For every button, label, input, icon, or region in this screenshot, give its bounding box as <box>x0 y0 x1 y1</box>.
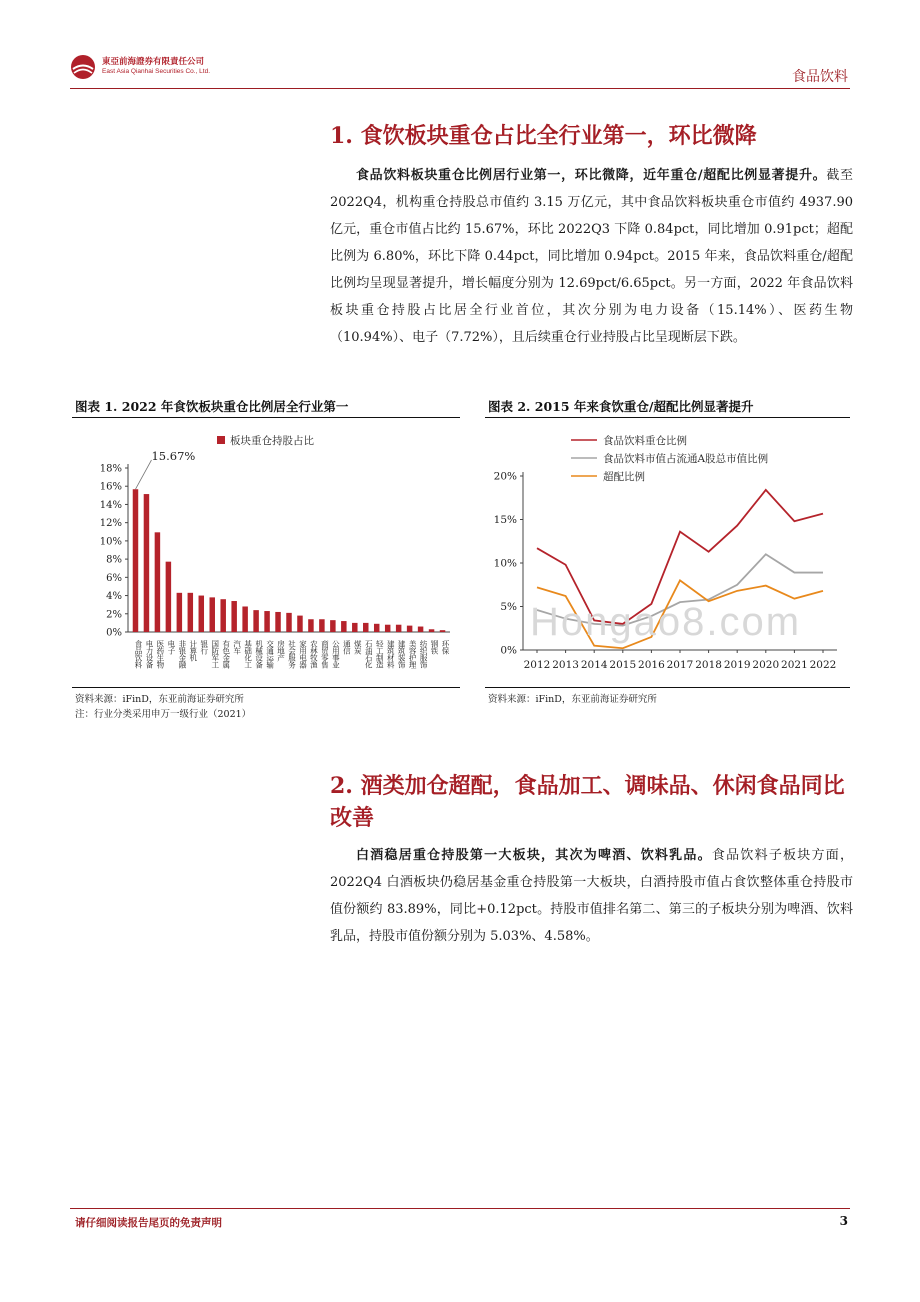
category-label: 非银金融 <box>177 640 187 668</box>
bar-19 <box>330 620 335 632</box>
category-label: 社会服务 <box>287 640 297 668</box>
header-divider <box>70 88 850 89</box>
bar-6 <box>188 593 193 632</box>
company-name-en: East Asia Qianhai Securities Co., Ltd. <box>102 68 211 75</box>
bar-17 <box>308 619 313 632</box>
legend-label: 板块重仓持股占比 <box>230 435 314 447</box>
y-tick-label: 2% <box>106 609 122 621</box>
category-label: 建筑装饰 <box>397 640 407 668</box>
bar-4 <box>166 562 171 632</box>
category-label: 电力设备 <box>144 640 154 668</box>
bar-3 <box>155 532 160 632</box>
bar-13 <box>264 611 269 632</box>
bar-7 <box>199 596 204 632</box>
bar-15 <box>286 613 291 632</box>
category-label: 建筑材料 <box>386 640 396 668</box>
bar-25 <box>396 625 401 632</box>
figure1-bottom-rule <box>72 687 460 688</box>
legend-label-2: 食品饮料市值占流通A股总市值比例 <box>603 453 769 465</box>
y-tick-label: 20% <box>493 470 517 483</box>
bar-22 <box>363 623 368 632</box>
x-tick-label: 2021 <box>781 659 808 671</box>
legend-swatch <box>217 436 225 444</box>
section1-lead: 食品饮料板块重仓比例居行业第一，环比微降，近年重仓/超配比例显著提升。 <box>356 168 827 183</box>
watermark: Hongao8.com <box>530 600 802 644</box>
company-logo-icon <box>70 54 96 80</box>
company-logo <box>70 52 270 92</box>
y-tick-label: 15% <box>493 514 517 526</box>
category-label: 环保 <box>441 640 451 654</box>
category-label: 计算机 <box>188 640 198 661</box>
section1-body: 截至 2022Q4，机构重仓持股总市值约 3.15 万亿元，其中食品饮料板块重仓市值约 4937.90 亿元，重仓市值占比约 15.67%，环比 2022Q3 下降 0.84pct，同比增加 0.91pct；超配比例为 6.80%，环比下降 0.44pct，同比增加 0.94pct。2015 年来，食品饮料重仓/超配比例均呈现显著提升，增长幅度分别为 12.69pct/6.65pct。另一方面，2022 年食品饮料板块重仓持股占比居全行业首位，其次分别为电力设备（15.14%）、医药生物（10.94%）、电子（7.72%），且后续重仓行业持股占比呈现断层下跌。 <box>330 168 853 345</box>
section2-lead: 白酒稳居重仓持股第一大板块，其次为啤酒、饮料乳品。 <box>356 848 712 863</box>
category-label: 食品饮料 <box>133 640 143 668</box>
footer-disclaimer: 请仔细阅读报告尾页的免责声明 <box>75 1217 222 1229</box>
y-tick-label: 4% <box>106 591 122 603</box>
bar-9 <box>220 599 225 632</box>
x-tick-label: 2012 <box>523 659 551 671</box>
category-label: 纺织服饰 <box>419 640 429 668</box>
y-tick-label: 10% <box>99 536 122 548</box>
y-tick-label: 0% <box>106 627 122 639</box>
bar-24 <box>385 625 390 632</box>
figure1-title: 图表 1. 2022 年食饮板块重仓比例居全行业第一 <box>75 399 349 414</box>
bar-5 <box>177 593 182 632</box>
category-label: 医药生物 <box>155 640 165 668</box>
section1-paragraph <box>330 162 853 351</box>
x-tick-label: 2013 <box>552 659 579 671</box>
x-tick-label: 2018 <box>695 659 722 671</box>
footer-divider <box>70 1208 850 1209</box>
y-tick-label: 5% <box>500 601 517 613</box>
figure2-title: 图表 2. 2015 年来食饮重仓/超配比例显著提升 <box>488 399 754 414</box>
category-label: 农林牧渔 <box>309 640 319 668</box>
annotation-label: 15.67% <box>151 449 196 463</box>
bar-29 <box>440 630 445 632</box>
x-tick-label: 2019 <box>723 659 751 671</box>
section-label: 食品饮料 <box>792 69 848 85</box>
category-label: 煤炭 <box>353 640 363 654</box>
figure2-top-rule <box>485 417 850 418</box>
figure1-top-rule <box>72 417 460 418</box>
category-label: 公用事业 <box>331 640 341 668</box>
bar-14 <box>275 612 280 632</box>
category-label: 通信 <box>342 640 352 654</box>
category-label: 家用电器 <box>298 640 308 668</box>
section2-body: 食品饮料子板块方面，2022Q4 白酒板块仍稳居基金重仓持股第一大板块，白酒持股市值占食饮整体重仓持股市值份额约 83.89%，同比+0.12pct。持股市值排名第二、第三的子板块分别为啤酒、饮料乳品，持股市值份额分别为 5.03%、4.58%。 <box>330 848 853 944</box>
bar-10 <box>231 601 236 632</box>
bar-2 <box>144 494 149 632</box>
bar-23 <box>374 624 379 632</box>
y-tick-label: 14% <box>99 499 122 511</box>
x-tick-label: 2014 <box>580 659 608 671</box>
category-label: 汽车 <box>232 640 242 654</box>
y-tick-label: 10% <box>493 557 517 570</box>
x-tick-label: 2020 <box>752 659 780 671</box>
figure2-source: 资料来源：iFinD，东亚前海证券研究所 <box>488 694 657 705</box>
bar-1 <box>133 489 138 632</box>
category-label: 交通运输 <box>265 640 275 668</box>
category-label: 房地产 <box>276 640 286 661</box>
section2-paragraph <box>330 842 853 950</box>
y-tick-label: 8% <box>106 554 122 566</box>
y-tick-label: 12% <box>99 518 122 530</box>
industry-share-bar-chart <box>72 420 460 686</box>
overweight-ratio-line-chart <box>485 420 850 686</box>
figure2-bottom-rule <box>485 687 850 688</box>
category-label: 石油石化 <box>364 640 374 668</box>
x-tick-label: 2022 <box>809 659 837 671</box>
bar-12 <box>253 610 258 632</box>
y-tick-label: 18% <box>99 463 122 475</box>
bar-11 <box>242 606 247 632</box>
y-tick-label: 16% <box>99 481 122 493</box>
page-number: 3 <box>839 1214 848 1228</box>
bar-8 <box>210 597 215 632</box>
y-tick-label: 6% <box>106 572 122 584</box>
company-name-cn: 東亞前海證券有限責任公司 <box>102 57 205 67</box>
figure1-note: 注：行业分类采用申万一级行业（2021） <box>75 709 252 720</box>
annotation-leader <box>135 460 151 489</box>
bar-21 <box>352 623 357 632</box>
category-label: 国防军工 <box>210 640 220 668</box>
section2-heading: 2. 酒类加仓超配，食品加工、调味品、休闲食品同比改善 <box>330 773 845 831</box>
bar-28 <box>429 629 434 632</box>
bar-27 <box>418 627 423 632</box>
y-tick-label: 0% <box>500 644 517 657</box>
category-label: 美容护理 <box>408 640 418 668</box>
category-label: 钢铁 <box>430 640 440 654</box>
category-label: 银行 <box>199 640 209 654</box>
bar-26 <box>407 626 412 632</box>
category-label: 有色金属 <box>221 640 231 668</box>
legend-label-3: 超配比例 <box>603 471 645 483</box>
x-tick-label: 2016 <box>638 659 665 671</box>
category-label: 商贸零售 <box>320 640 330 668</box>
category-label: 电子 <box>166 640 176 654</box>
category-label: 基础化工 <box>243 640 253 668</box>
category-label: 机械设备 <box>254 640 264 668</box>
category-label: 轻工制造 <box>375 640 385 668</box>
bar-18 <box>319 619 324 632</box>
legend-label-1: 食品饮料重仓比例 <box>603 435 687 447</box>
x-tick-label: 2015 <box>609 659 637 671</box>
bar-16 <box>297 616 302 632</box>
figure1-source: 资料来源：iFinD，东亚前海证券研究所 <box>75 694 244 705</box>
x-tick-label: 2017 <box>666 659 694 671</box>
section1-heading: 1. 食饮板块重仓占比全行业第一，环比微降 <box>330 123 757 149</box>
bar-20 <box>341 621 346 632</box>
